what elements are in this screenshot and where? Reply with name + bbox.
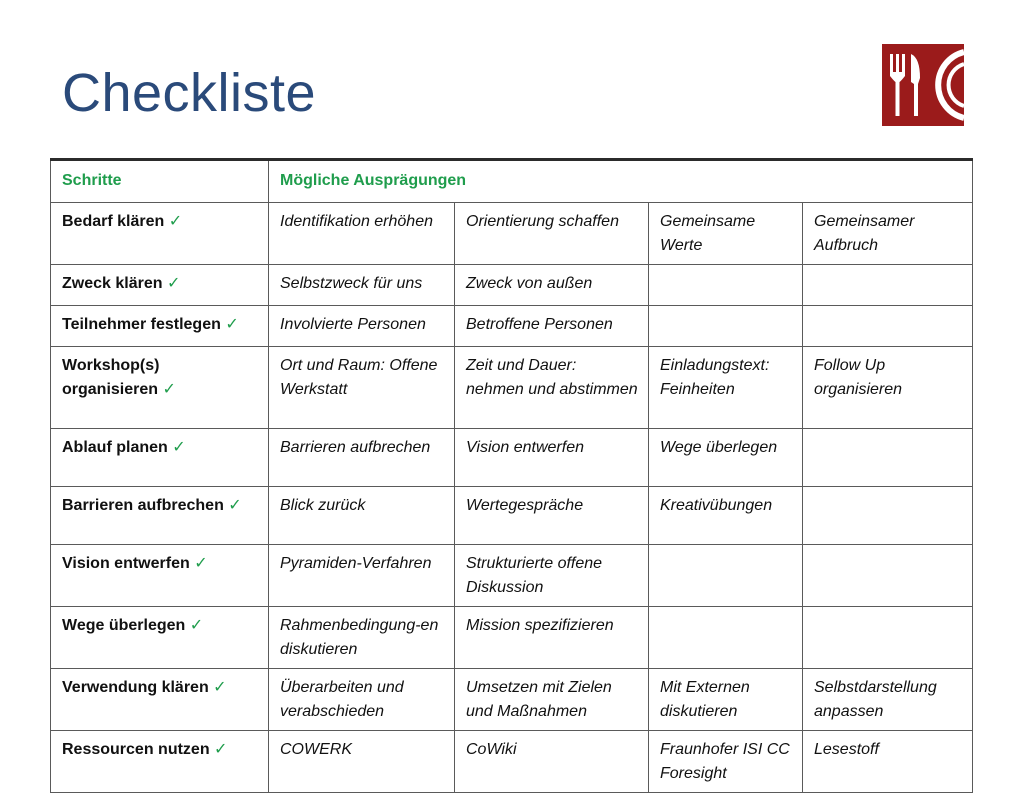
option-cell: [649, 265, 803, 306]
option-cell: COWERK: [269, 731, 455, 793]
option-cell: Orientierung schaffen: [455, 203, 649, 265]
option-cell: Blick zurück: [269, 487, 455, 545]
checkmark-icon: ✓: [166, 275, 181, 292]
step-label: Barrieren aufbrechen: [62, 497, 224, 514]
option-cell: Selbstdarstellung anpassen: [803, 669, 973, 731]
step-cell: [51, 669, 269, 731]
checkmark-icon: ✓: [194, 555, 208, 572]
step-cell: [51, 347, 269, 429]
checkmark-icon: ✓: [228, 497, 242, 514]
step-label: Ressourcen nutzen: [62, 741, 210, 758]
option-cell: Involvierte Personen: [269, 306, 455, 347]
option-cell: Mission spezifizieren: [455, 607, 649, 669]
option-cell: Vision entwerfen: [455, 429, 649, 487]
option-cell: Einladungstext: Feinheiten: [649, 347, 803, 429]
table-row: [51, 265, 973, 306]
option-cell: Follow Up organisieren: [803, 347, 973, 429]
step-label: Bedarf klären: [62, 213, 165, 230]
option-cell: CoWiki: [455, 731, 649, 793]
option-cell: Ort und Raum: Offene Werkstatt: [269, 347, 455, 429]
option-cell: [803, 429, 973, 487]
page-title: Checkliste: [62, 63, 317, 123]
table-row: [51, 347, 973, 429]
step-label: Vision entwerfen: [62, 555, 190, 572]
checklist-table-container: [50, 158, 972, 793]
option-cell: Strukturierte offene Diskussion: [455, 545, 649, 607]
step-label: Zweck klären: [62, 275, 163, 292]
option-cell: Wertegespräche: [455, 487, 649, 545]
option-cell: Selbstzweck für uns: [269, 265, 455, 306]
option-cell: Zweck von außen: [455, 265, 649, 306]
step-cell: [51, 731, 269, 793]
step-label: Verwendung klären: [62, 679, 209, 696]
step-cell: [51, 265, 269, 306]
step-cell: [51, 607, 269, 669]
header-options: Mögliche Ausprägungen: [269, 160, 973, 203]
option-cell: Lesestoff: [803, 731, 973, 793]
option-cell: [803, 545, 973, 607]
table-header-row: [51, 160, 973, 203]
checkmark-icon: ✓: [214, 741, 228, 758]
option-cell: Betroffene Personen: [455, 306, 649, 347]
table-row: [51, 731, 973, 793]
checkmark-icon: ✓: [225, 316, 239, 333]
step-cell: [51, 306, 269, 347]
step-cell: [51, 545, 269, 607]
option-cell: Identifikation erhöhen: [269, 203, 455, 265]
step-label: Wege überlegen: [62, 617, 186, 634]
option-cell: Pyramiden-Verfahren: [269, 545, 455, 607]
checkmark-icon: ✓: [172, 439, 186, 456]
option-cell: Gemeinsame Werte: [649, 203, 803, 265]
option-cell: Überarbeiten und verabschieden: [269, 669, 455, 731]
checkmark-icon: ✓: [168, 213, 183, 230]
table-row: [51, 306, 973, 347]
option-cell: Umsetzen mit Zielen und Maßnahmen: [455, 669, 649, 731]
table-row: [51, 607, 973, 669]
option-cell: [803, 306, 973, 347]
table-row: [51, 669, 973, 731]
step-cell: [51, 487, 269, 545]
step-label: Teilnehmer festlegen: [62, 316, 221, 333]
option-cell: Zeit und Dauer: nehmen und abstimmen: [455, 347, 649, 429]
step-cell: [51, 429, 269, 487]
checkmark-icon: ✓: [162, 381, 176, 398]
checkmark-icon: ✓: [213, 679, 227, 696]
table-row: [51, 429, 973, 487]
step-label: Workshop(s) organisieren: [62, 357, 160, 398]
option-cell: [649, 545, 803, 607]
step-cell: [51, 203, 269, 265]
option-cell: Wege überlegen: [649, 429, 803, 487]
table-row: [51, 487, 973, 545]
option-cell: Mit Externen diskutieren: [649, 669, 803, 731]
option-cell: Fraunhofer ISI CC Foresight: [649, 731, 803, 793]
table-row: [51, 545, 973, 607]
option-cell: Kreativübungen: [649, 487, 803, 545]
option-cell: Rahmenbedingung-en diskutieren: [269, 607, 455, 669]
table-row: [51, 203, 973, 265]
option-cell: Gemeinsamer Aufbruch: [803, 203, 973, 265]
option-cell: [803, 487, 973, 545]
option-cell: [649, 607, 803, 669]
checkmark-icon: ✓: [189, 617, 204, 634]
option-cell: [803, 265, 973, 306]
option-cell: Barrieren aufbrechen: [269, 429, 455, 487]
option-cell: [649, 306, 803, 347]
option-cell: [803, 607, 973, 669]
checklist-table: [50, 158, 973, 793]
header-steps: Schritte: [51, 160, 269, 203]
step-label: Ablauf planen: [62, 439, 168, 456]
fork-knife-plate-icon: [882, 44, 964, 126]
